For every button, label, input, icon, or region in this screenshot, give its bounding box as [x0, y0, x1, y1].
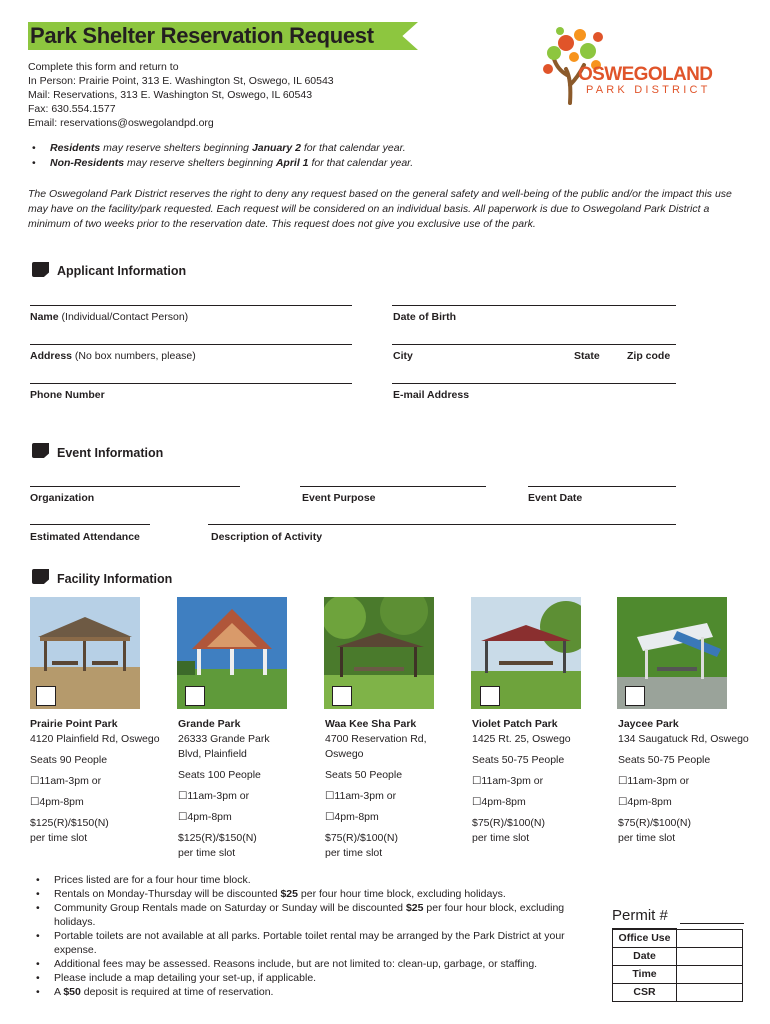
- grande-park-checkbox[interactable]: [185, 686, 205, 706]
- jaycee-park-checkbox[interactable]: [625, 686, 645, 706]
- permit-field[interactable]: [680, 923, 744, 924]
- activity-field[interactable]: [208, 524, 676, 525]
- city-state-zip-field[interactable]: [392, 344, 676, 345]
- dob-label: Date of Birth: [393, 311, 456, 323]
- email-address: Email: reservations@oswegolandpd.org: [28, 117, 214, 129]
- zip-label: Zip code: [627, 350, 671, 362]
- event-purpose-label: Event Purpose: [302, 492, 376, 504]
- section-tab-icon: [32, 443, 49, 458]
- prairie-point-slot-pm[interactable]: ☐4pm-8pm: [30, 796, 84, 808]
- waa-kee-sha-slot-am[interactable]: ☐11am-3pm or: [325, 790, 397, 802]
- section-title-applicant: Applicant Information: [57, 264, 187, 278]
- office-use-label: Office Use: [613, 929, 677, 947]
- waa-kee-sha-slot-pm[interactable]: ☐4pm-8pm: [325, 811, 379, 823]
- event-date-label: Event Date: [528, 492, 583, 504]
- instructions: Complete this form and return to: [28, 61, 179, 73]
- date-cell[interactable]: [677, 947, 743, 965]
- grande-park-slot-pm[interactable]: ☐4pm-8pm: [178, 811, 232, 823]
- office-use-table: [612, 928, 743, 1002]
- name-field[interactable]: [30, 305, 352, 306]
- violet-patch-slot-am[interactable]: ☐11am-3pm or: [472, 775, 544, 787]
- logo-name: OSWEGOLAND: [578, 64, 713, 85]
- address-field[interactable]: [30, 344, 352, 345]
- waa-kee-sha-info: Waa Kee Sha Park 4700 Reservation Rd, Oswego Seats 50 People ☐11am-3pm or ☐4pm-8pm $75(R)/$100(N) per time slot: [325, 717, 465, 861]
- waa-kee-sha-checkbox[interactable]: [332, 686, 352, 706]
- activity-label: Description of Activity: [211, 531, 323, 543]
- city-label: City: [393, 350, 413, 362]
- section-tab-icon: [32, 569, 49, 584]
- jaycee-park-slot-pm[interactable]: ☐4pm-8pm: [618, 796, 672, 808]
- violet-patch-info: Violet Patch Park 1425 Rt. 25, Oswego Seats 50-75 People ☐11am-3pm or ☐4pm-8pm $75(R)/$100(N) per time slot: [472, 717, 612, 846]
- event-purpose-field[interactable]: [300, 486, 486, 487]
- organization-field[interactable]: [30, 486, 240, 487]
- phone-field[interactable]: [30, 383, 352, 384]
- address-label: Address (No box numbers, please): [30, 350, 196, 362]
- prairie-point-info: Prairie Point Park 4120 Plainfield Rd, Oswego Seats 90 People ☐11am-3pm or ☐4pm-8pm $125(R)/$150(N) per time slot: [30, 717, 170, 846]
- fax-number: Fax: 630.554.1577: [28, 103, 116, 115]
- violet-patch-slot-pm[interactable]: ☐4pm-8pm: [472, 796, 526, 808]
- permit-label: Permit #: [612, 907, 668, 924]
- page-title: Park Shelter Reservation Request: [30, 23, 374, 48]
- jaycee-park-info: Jaycee Park 134 Saugatuck Rd, Oswego Seats 50-75 People ☐11am-3pm or ☐4pm-8pm $75(R)/$100(N) per time slot: [618, 717, 758, 846]
- name-label: Name (Individual/Contact Person): [30, 311, 189, 323]
- violet-patch-checkbox[interactable]: [480, 686, 500, 706]
- csr-cell[interactable]: [677, 983, 743, 1001]
- event-date-field[interactable]: [528, 486, 676, 487]
- dob-field[interactable]: [392, 305, 676, 306]
- attendance-field[interactable]: [30, 524, 150, 525]
- section-title-facility: Facility Information: [57, 572, 173, 586]
- logo-subtitle: PARK DISTRICT: [586, 84, 711, 96]
- in-person-address: In Person: Prairie Point, 313 E. Washington St, Oswego, IL 60543: [28, 75, 334, 87]
- section-title-event: Event Information: [57, 446, 164, 460]
- disclaimer-text: The Oswegoland Park District reserves the right to deny any request based on the general safety and well-being of the public and/or the impact this use may have on the facility/park requested. Each request will be considered on an individual basis. All paperwork is due to Oswegoland Park District a minimum of two weeks prior to the reservation date. This request does not give you exclusive use of the park.: [28, 188, 732, 230]
- state-label: State: [574, 350, 600, 362]
- prairie-point-slot-am[interactable]: ☐11am-3pm or: [30, 775, 102, 787]
- jaycee-park-slot-am[interactable]: ☐11am-3pm or: [618, 775, 690, 787]
- organization-label: Organization: [30, 492, 95, 504]
- email-label: E-mail Address: [393, 389, 470, 401]
- office-use-cell[interactable]: [677, 929, 743, 947]
- phone-label: Phone Number: [30, 389, 105, 401]
- attendance-label: Estimated Attendance: [30, 531, 140, 543]
- mail-address: Mail: Reservations, 313 E. Washington St, Oswego, IL 60543: [28, 89, 313, 101]
- csr-label: CSR: [613, 983, 677, 1001]
- grande-park-info: Grande Park 26333 Grande Park Blvd, Plainfield Seats 100 People ☐11am-3pm or ☐4pm-8pm $125(R)/$150(N) per time slot: [178, 717, 318, 861]
- grande-park-slot-am[interactable]: ☐11am-3pm or: [178, 790, 250, 802]
- section-tab-icon: [32, 262, 49, 277]
- email-field[interactable]: [392, 383, 676, 384]
- date-label: Date: [613, 947, 677, 965]
- time-cell[interactable]: [677, 965, 743, 983]
- prairie-point-checkbox[interactable]: [36, 686, 56, 706]
- time-label: Time: [613, 965, 677, 983]
